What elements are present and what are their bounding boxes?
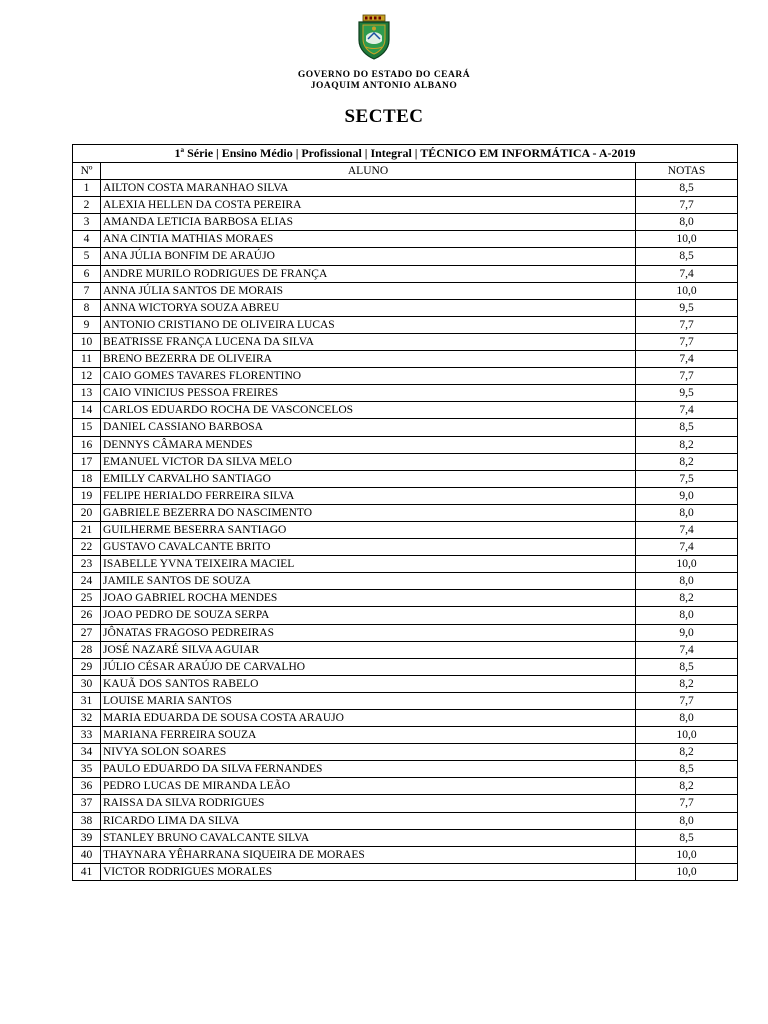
row-number: 24	[73, 573, 101, 590]
page-title: SECTEC	[344, 106, 424, 127]
table-row	[73, 351, 738, 368]
student-name: JOAO GABRIEL ROCHA MENDES	[101, 590, 636, 607]
table-row	[73, 607, 738, 624]
row-number: 13	[73, 385, 101, 402]
row-number: 17	[73, 453, 101, 470]
student-grade: 8,5	[636, 658, 738, 675]
student-name: ANNA WICTORYA SOUZA ABREU	[101, 299, 636, 316]
table-row	[73, 368, 738, 385]
student-grade: 8,0	[636, 504, 738, 521]
student-name: CAIO VINICIUS PESSOA FREIRES	[101, 385, 636, 402]
student-name: EMANUEL VICTOR DA SILVA MELO	[101, 453, 636, 470]
student-name: RICARDO LIMA DA SILVA	[101, 812, 636, 829]
student-grade: 7,7	[636, 795, 738, 812]
table-row	[73, 453, 738, 470]
student-name: NIVYA SOLON SOARES	[101, 744, 636, 761]
student-name: RAISSA DA SILVA RODRIGUES	[101, 795, 636, 812]
student-name: AMANDA LETICIA BARBOSA ELIAS	[101, 214, 636, 231]
table-row	[73, 675, 738, 692]
table-row	[73, 180, 738, 197]
row-number: 23	[73, 556, 101, 573]
student-grade: 8,5	[636, 248, 738, 265]
student-grade: 10,0	[636, 727, 738, 744]
table-row	[73, 214, 738, 231]
student-grade: 7,4	[636, 539, 738, 556]
student-name: ALEXIA HELLEN DA COSTA PEREIRA	[101, 197, 636, 214]
row-number: 32	[73, 710, 101, 727]
student-name: MARIANA FERREIRA SOUZA	[101, 727, 636, 744]
table-row	[73, 539, 738, 556]
student-grade: 8,2	[636, 436, 738, 453]
row-number: 3	[73, 214, 101, 231]
student-grade: 9,0	[636, 487, 738, 504]
row-number: 36	[73, 778, 101, 795]
row-number: 26	[73, 607, 101, 624]
table-row	[73, 590, 738, 607]
table-row	[73, 710, 738, 727]
row-number: 6	[73, 265, 101, 282]
table-row	[73, 795, 738, 812]
student-name: THAYNARA YÊHARRANA SIQUEIRA DE MORAES	[101, 846, 636, 863]
table-row	[73, 299, 738, 316]
column-header-row	[73, 163, 738, 180]
student-name: ISABELLE YVNA TEIXEIRA MACIEL	[101, 556, 636, 573]
student-name: JÔNATAS FRAGOSO PEDREIRAS	[101, 624, 636, 641]
table-row	[73, 521, 738, 538]
student-name: GUSTAVO CAVALCANTE BRITO	[101, 539, 636, 556]
student-name: STANLEY BRUNO CAVALCANTE SILVA	[101, 829, 636, 846]
student-grade: 9,5	[636, 299, 738, 316]
row-number: 29	[73, 658, 101, 675]
student-grade: 8,0	[636, 607, 738, 624]
table-row	[73, 863, 738, 880]
row-number: 16	[73, 436, 101, 453]
table-row	[73, 265, 738, 282]
table-row	[73, 761, 738, 778]
row-number: 5	[73, 248, 101, 265]
row-number: 12	[73, 368, 101, 385]
table-row	[73, 333, 738, 350]
student-name: ANA JÚLIA BONFIM DE ARAÚJO	[101, 248, 636, 265]
student-name: KAUÃ DOS SANTOS RABELO	[101, 675, 636, 692]
row-number: 22	[73, 539, 101, 556]
student-name: JOSÉ NAZARÉ SILVA AGUIAR	[101, 641, 636, 658]
student-grade: 8,5	[636, 829, 738, 846]
row-number: 38	[73, 812, 101, 829]
row-number: 10	[73, 333, 101, 350]
row-number: 28	[73, 641, 101, 658]
table-row	[73, 829, 738, 846]
student-grade: 8,0	[636, 710, 738, 727]
student-grade: 8,5	[636, 180, 738, 197]
table-row	[73, 231, 738, 248]
student-grade: 10,0	[636, 846, 738, 863]
government-heading: GOVERNO DO ESTADO DO CEARÁ	[297, 70, 471, 80]
student-grade: 8,0	[636, 214, 738, 231]
student-name: BEATRISSE FRANÇA LUCENA DA SILVA	[101, 333, 636, 350]
student-grade: 8,2	[636, 778, 738, 795]
student-name: PEDRO LUCAS DE MIRANDA LEÃO	[101, 778, 636, 795]
table-row	[73, 470, 738, 487]
student-name: ANTONIO CRISTIANO DE OLIVEIRA LUCAS	[101, 316, 636, 333]
student-name: EMILLY CARVALHO SANTIAGO	[101, 470, 636, 487]
row-number: 19	[73, 487, 101, 504]
row-number: 39	[73, 829, 101, 846]
row-number: 11	[73, 351, 101, 368]
table-row	[73, 402, 738, 419]
row-number: 37	[73, 795, 101, 812]
student-grade: 7,5	[636, 470, 738, 487]
student-grade: 8,2	[636, 744, 738, 761]
row-number: 21	[73, 521, 101, 538]
column-header-number: Nº	[73, 163, 101, 180]
column-header-grade: NOTAS	[636, 163, 738, 180]
student-grade: 8,2	[636, 453, 738, 470]
row-number: 35	[73, 761, 101, 778]
student-name: VICTOR RODRIGUES MORALES	[101, 863, 636, 880]
student-name: ANNA JÚLIA SANTOS DE MORAIS	[101, 282, 636, 299]
student-grade: 7,4	[636, 351, 738, 368]
student-name: MARIA EDUARDA DE SOUSA COSTA ARAUJO	[101, 710, 636, 727]
table-row	[73, 846, 738, 863]
student-name: DENNYS CÂMARA MENDES	[101, 436, 636, 453]
table-row	[73, 504, 738, 521]
student-grade: 8,2	[636, 675, 738, 692]
student-grade: 8,2	[636, 590, 738, 607]
row-number: 1	[73, 180, 101, 197]
student-grade: 8,5	[636, 761, 738, 778]
student-name: CARLOS EDUARDO ROCHA DE VASCONCELOS	[101, 402, 636, 419]
student-name: GUILHERME BESERRA SANTIAGO	[101, 521, 636, 538]
student-grade: 7,4	[636, 521, 738, 538]
table-row	[73, 641, 738, 658]
row-number: 25	[73, 590, 101, 607]
row-number: 31	[73, 692, 101, 709]
student-grade: 7,4	[636, 641, 738, 658]
table-row	[73, 727, 738, 744]
row-number: 41	[73, 863, 101, 880]
student-grade: 9,0	[636, 624, 738, 641]
table-row	[73, 658, 738, 675]
row-number: 27	[73, 624, 101, 641]
student-name: JÚLIO CÉSAR ARAÚJO DE CARVALHO	[101, 658, 636, 675]
row-number: 20	[73, 504, 101, 521]
row-number: 2	[73, 197, 101, 214]
student-grade: 7,7	[636, 333, 738, 350]
row-number: 7	[73, 282, 101, 299]
row-number: 18	[73, 470, 101, 487]
student-grade: 9,5	[636, 385, 738, 402]
table-row	[73, 248, 738, 265]
table-row	[73, 282, 738, 299]
student-grade: 7,4	[636, 402, 738, 419]
table-row	[73, 556, 738, 573]
student-grade: 10,0	[636, 231, 738, 248]
table-row	[73, 385, 738, 402]
table-row	[73, 436, 738, 453]
student-grade: 8,0	[636, 812, 738, 829]
table-row	[73, 812, 738, 829]
student-name: PAULO EDUARDO DA SILVA FERNANDES	[101, 761, 636, 778]
student-grade: 8,0	[636, 573, 738, 590]
table-row	[73, 744, 738, 761]
student-name: CAIO GOMES TAVARES FLORENTINO	[101, 368, 636, 385]
row-number: 15	[73, 419, 101, 436]
row-number: 40	[73, 846, 101, 863]
student-name: AILTON COSTA MARANHAO SILVA	[101, 180, 636, 197]
column-header-student: ALUNO	[101, 163, 636, 180]
student-grade: 7,4	[636, 265, 738, 282]
table-row	[73, 419, 738, 436]
row-number: 9	[73, 316, 101, 333]
state-coat-of-arms-icon	[354, 14, 394, 60]
table-row	[73, 624, 738, 641]
table-row	[73, 573, 738, 590]
student-name: FELIPE HERIALDO FERREIRA SILVA	[101, 487, 636, 504]
student-grade: 10,0	[636, 863, 738, 880]
row-number: 33	[73, 727, 101, 744]
student-grade: 8,5	[636, 419, 738, 436]
student-name: JOAO PEDRO DE SOUZA SERPA	[101, 607, 636, 624]
grades-table	[72, 144, 738, 881]
student-name: DANIEL CASSIANO BARBOSA	[101, 419, 636, 436]
table-row	[73, 487, 738, 504]
student-grade: 7,7	[636, 692, 738, 709]
student-grade: 7,7	[636, 316, 738, 333]
student-name: ANA CINTIA MATHIAS MORAES	[101, 231, 636, 248]
school-name: JOAQUIM ANTONIO ALBANO	[310, 81, 458, 91]
student-name: GABRIELE BEZERRA DO NASCIMENTO	[101, 504, 636, 521]
student-name: LOUISE MARIA SANTOS	[101, 692, 636, 709]
row-number: 34	[73, 744, 101, 761]
student-grade: 7,7	[636, 197, 738, 214]
row-number: 14	[73, 402, 101, 419]
student-name: BRENO BEZERRA DE OLIVEIRA	[101, 351, 636, 368]
student-grade: 7,7	[636, 368, 738, 385]
row-number: 8	[73, 299, 101, 316]
student-name: ANDRE MURILO RODRIGUES DE FRANÇA	[101, 265, 636, 282]
row-number: 4	[73, 231, 101, 248]
student-grade: 10,0	[636, 282, 738, 299]
student-name: JAMILE SANTOS DE SOUZA	[101, 573, 636, 590]
row-number: 30	[73, 675, 101, 692]
course-title: 1ª Série | Ensino Médio | Profissional | Integral | TÉCNICO EM INFORMÁTICA - A-2019	[73, 145, 738, 163]
table-row	[73, 197, 738, 214]
student-grade: 10,0	[636, 556, 738, 573]
table-row	[73, 692, 738, 709]
table-row	[73, 778, 738, 795]
table-row	[73, 316, 738, 333]
